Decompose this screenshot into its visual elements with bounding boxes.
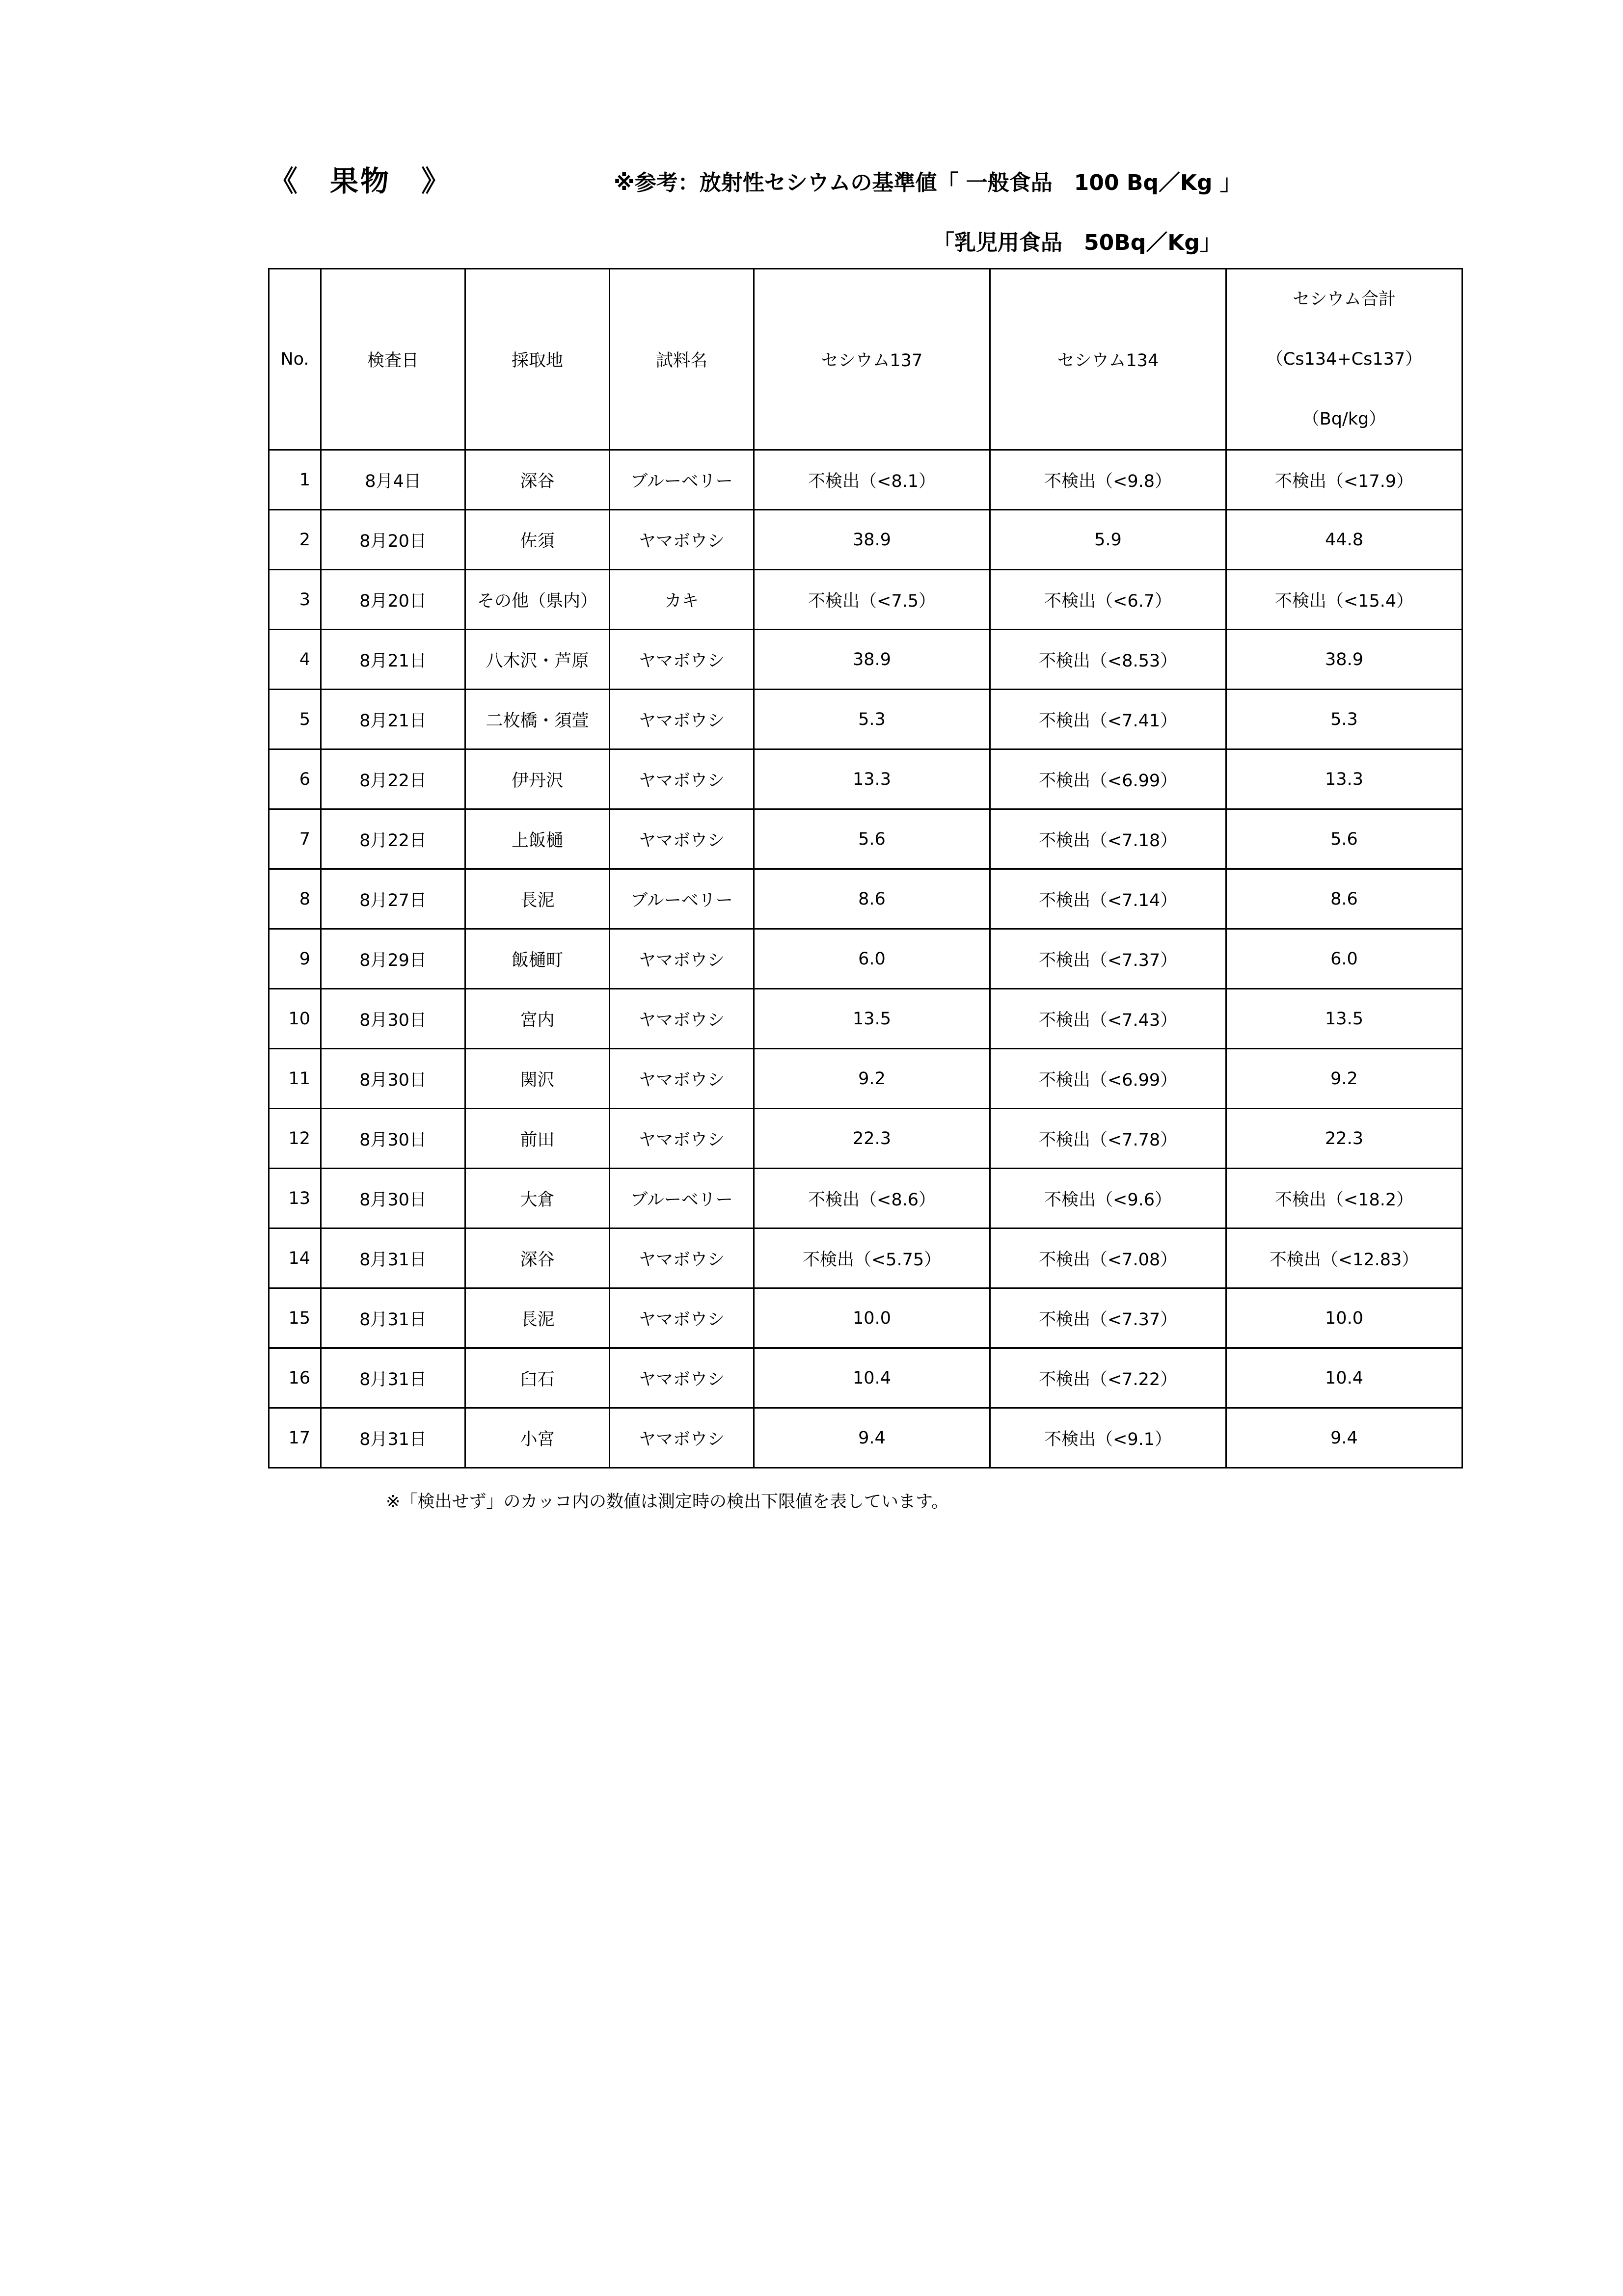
cell-total: 44.8	[1226, 510, 1462, 570]
cell-no: 15	[269, 1288, 321, 1348]
cell-sample: ヤマボウシ	[610, 809, 754, 869]
cell-no: 9	[269, 929, 321, 989]
results-table	[268, 268, 1463, 1468]
cell-cs134: 不検出（<7.78）	[990, 1109, 1226, 1169]
table-header-row	[269, 269, 1462, 450]
page-title: 《 果物 》	[269, 164, 452, 198]
cell-date: 8月30日	[321, 989, 465, 1049]
cell-date: 8月21日	[321, 690, 465, 749]
col-header-cs134: セシウム134	[990, 269, 1226, 450]
table-row	[269, 510, 1462, 570]
cell-cs134: 不検出（<7.14）	[990, 869, 1226, 929]
cell-date: 8月31日	[321, 1348, 465, 1408]
cell-location: 飯樋町	[465, 929, 610, 989]
table-row	[269, 1408, 1462, 1468]
cell-cs134: 不検出（<7.37）	[990, 1288, 1226, 1348]
cell-sample: ヤマボウシ	[610, 690, 754, 749]
cell-sample: ブルーベリー	[610, 869, 754, 929]
cell-cs134: 不検出（<7.43）	[990, 989, 1226, 1049]
cell-cs137: 5.3	[754, 690, 990, 749]
cell-location: 深谷	[465, 450, 610, 510]
table-row	[269, 450, 1462, 510]
cell-cs137: 10.0	[754, 1288, 990, 1348]
cell-sample: ヤマボウシ	[610, 1288, 754, 1348]
cell-cs137: 6.0	[754, 929, 990, 989]
cell-total: 9.4	[1226, 1408, 1462, 1468]
cell-cs134: 不検出（<7.41）	[990, 690, 1226, 749]
cell-total: 不検出（<12.83）	[1226, 1228, 1462, 1288]
cell-location: 宮内	[465, 989, 610, 1049]
cell-location: その他（県内）	[465, 570, 610, 630]
cell-location: 長泥	[465, 869, 610, 929]
col-header-location: 採取地	[465, 269, 610, 450]
cell-cs137: 38.9	[754, 630, 990, 690]
cell-no: 8	[269, 869, 321, 929]
cell-total: 22.3	[1226, 1109, 1462, 1169]
cell-no: 14	[269, 1228, 321, 1288]
cell-cs137: 22.3	[754, 1109, 990, 1169]
cell-date: 8月30日	[321, 1169, 465, 1228]
cell-sample: ヤマボウシ	[610, 1348, 754, 1408]
cell-no: 13	[269, 1169, 321, 1228]
cell-total: 不検出（<18.2）	[1226, 1169, 1462, 1228]
cell-cs137: 不検出（<5.75）	[754, 1228, 990, 1288]
cell-cs134: 不検出（<7.22）	[990, 1348, 1226, 1408]
cell-sample: ヤマボウシ	[610, 989, 754, 1049]
cell-total: 不検出（<17.9）	[1226, 450, 1462, 510]
cell-location: 深谷	[465, 1228, 610, 1288]
cell-sample: カキ	[610, 570, 754, 630]
cell-cs134: 不検出（<7.18）	[990, 809, 1226, 869]
cell-date: 8月30日	[321, 1109, 465, 1169]
cell-date: 8月22日	[321, 809, 465, 869]
col-header-total-label: セシウム合計	[1293, 290, 1396, 309]
cell-cs137: 8.6	[754, 869, 990, 929]
cell-cs137: 不検出（<8.6）	[754, 1169, 990, 1228]
cell-sample: ブルーベリー	[610, 450, 754, 510]
cell-sample: ヤマボウシ	[610, 1228, 754, 1288]
cell-cs137: 10.4	[754, 1348, 990, 1408]
col-header-total-unit: （Bq/kg）	[1302, 409, 1386, 429]
footnote: ※「検出せず」のカッコ内の数値は測定時の検出下限値を表しています。	[386, 1492, 949, 1512]
cell-sample: ヤマボウシ	[610, 1049, 754, 1109]
cell-no: 1	[269, 450, 321, 510]
cell-cs137: 13.5	[754, 989, 990, 1049]
cell-date: 8月27日	[321, 869, 465, 929]
cell-location: 八木沢・芦原	[465, 630, 610, 690]
cell-no: 16	[269, 1348, 321, 1408]
cell-cs137: 9.4	[754, 1408, 990, 1468]
cell-sample: ヤマボウシ	[610, 630, 754, 690]
cell-cs134: 不検出（<9.8）	[990, 450, 1226, 510]
cell-location: 大倉	[465, 1169, 610, 1228]
cell-cs134: 不検出（<6.7）	[990, 570, 1226, 630]
cell-no: 10	[269, 989, 321, 1049]
table-row	[269, 989, 1462, 1049]
cell-date: 8月31日	[321, 1288, 465, 1348]
cell-date: 8月20日	[321, 570, 465, 630]
cell-location: 二枚橋・須萱	[465, 690, 610, 749]
col-header-total-formula: （Cs134+Cs137）	[1266, 349, 1423, 369]
cell-total: 8.6	[1226, 869, 1462, 929]
col-header-no: No.	[269, 269, 321, 450]
cell-date: 8月21日	[321, 630, 465, 690]
table-row	[269, 749, 1462, 809]
cell-sample: ヤマボウシ	[610, 1109, 754, 1169]
cell-date: 8月20日	[321, 510, 465, 570]
table-row	[269, 1288, 1462, 1348]
cell-location: 小宮	[465, 1408, 610, 1468]
cell-total: 5.3	[1226, 690, 1462, 749]
table-row	[269, 809, 1462, 869]
cell-no: 4	[269, 630, 321, 690]
cell-cs137: 9.2	[754, 1049, 990, 1109]
cell-cs134: 不検出（<6.99）	[990, 749, 1226, 809]
table-row	[269, 1109, 1462, 1169]
cell-no: 7	[269, 809, 321, 869]
cell-total: 5.6	[1226, 809, 1462, 869]
cell-total: 10.4	[1226, 1348, 1462, 1408]
table-row	[269, 1049, 1462, 1109]
table-row	[269, 869, 1462, 929]
cell-total: 6.0	[1226, 929, 1462, 989]
cell-no: 5	[269, 690, 321, 749]
cell-total: 不検出（<15.4）	[1226, 570, 1462, 630]
cell-date: 8月4日	[321, 450, 465, 510]
cell-cs134: 不検出（<7.08）	[990, 1228, 1226, 1288]
cell-total: 13.5	[1226, 989, 1462, 1049]
table-row	[269, 929, 1462, 989]
cell-cs134: 不検出（<6.99）	[990, 1049, 1226, 1109]
cell-no: 17	[269, 1408, 321, 1468]
cell-sample: ヤマボウシ	[610, 1408, 754, 1468]
cell-no: 6	[269, 749, 321, 809]
col-header-date: 検査日	[321, 269, 465, 450]
cell-cs134: 5.9	[990, 510, 1226, 570]
cell-location: 関沢	[465, 1049, 610, 1109]
cell-location: 伊丹沢	[465, 749, 610, 809]
cell-no: 12	[269, 1109, 321, 1169]
reference-standard-general: ※参考：放射性セシウムの基準値「 一般食品 100 Bq／Kg 」	[614, 170, 1242, 195]
cell-cs134: 不検出（<8.53）	[990, 630, 1226, 690]
col-header-total	[1226, 269, 1462, 450]
cell-date: 8月30日	[321, 1049, 465, 1109]
cell-total: 10.0	[1226, 1288, 1462, 1348]
cell-location: 前田	[465, 1109, 610, 1169]
cell-cs137: 不検出（<8.1）	[754, 450, 990, 510]
table-body	[269, 450, 1462, 1468]
table-row	[269, 630, 1462, 690]
table-row	[269, 570, 1462, 630]
table-row	[269, 690, 1462, 749]
cell-no: 11	[269, 1049, 321, 1109]
cell-cs134: 不検出（<9.6）	[990, 1169, 1226, 1228]
cell-date: 8月22日	[321, 749, 465, 809]
cell-cs137: 13.3	[754, 749, 990, 809]
cell-date: 8月29日	[321, 929, 465, 989]
col-header-sample: 試料名	[610, 269, 754, 450]
cell-total: 38.9	[1226, 630, 1462, 690]
cell-cs137: 38.9	[754, 510, 990, 570]
table-row	[269, 1348, 1462, 1408]
cell-cs137: 5.6	[754, 809, 990, 869]
cell-no: 2	[269, 510, 321, 570]
cell-cs134: 不検出（<9.1）	[990, 1408, 1226, 1468]
table-row	[269, 1169, 1462, 1228]
reference-standard-infant: 「乳児用食品 50Bq／Kg」	[933, 230, 1221, 255]
table-row	[269, 1228, 1462, 1288]
cell-sample: ヤマボウシ	[610, 749, 754, 809]
cell-sample: ヤマボウシ	[610, 929, 754, 989]
cell-total: 9.2	[1226, 1049, 1462, 1109]
cell-date: 8月31日	[321, 1228, 465, 1288]
cell-no: 3	[269, 570, 321, 630]
cell-total: 13.3	[1226, 749, 1462, 809]
cell-date: 8月31日	[321, 1408, 465, 1468]
cell-location: 長泥	[465, 1288, 610, 1348]
cell-location: 上飯樋	[465, 809, 610, 869]
cell-cs134: 不検出（<7.37）	[990, 929, 1226, 989]
cell-sample: ブルーベリー	[610, 1169, 754, 1228]
cell-sample: ヤマボウシ	[610, 510, 754, 570]
cell-cs137: 不検出（<7.5）	[754, 570, 990, 630]
cell-location: 佐須	[465, 510, 610, 570]
cell-location: 臼石	[465, 1348, 610, 1408]
col-header-cs137: セシウム137	[754, 269, 990, 450]
